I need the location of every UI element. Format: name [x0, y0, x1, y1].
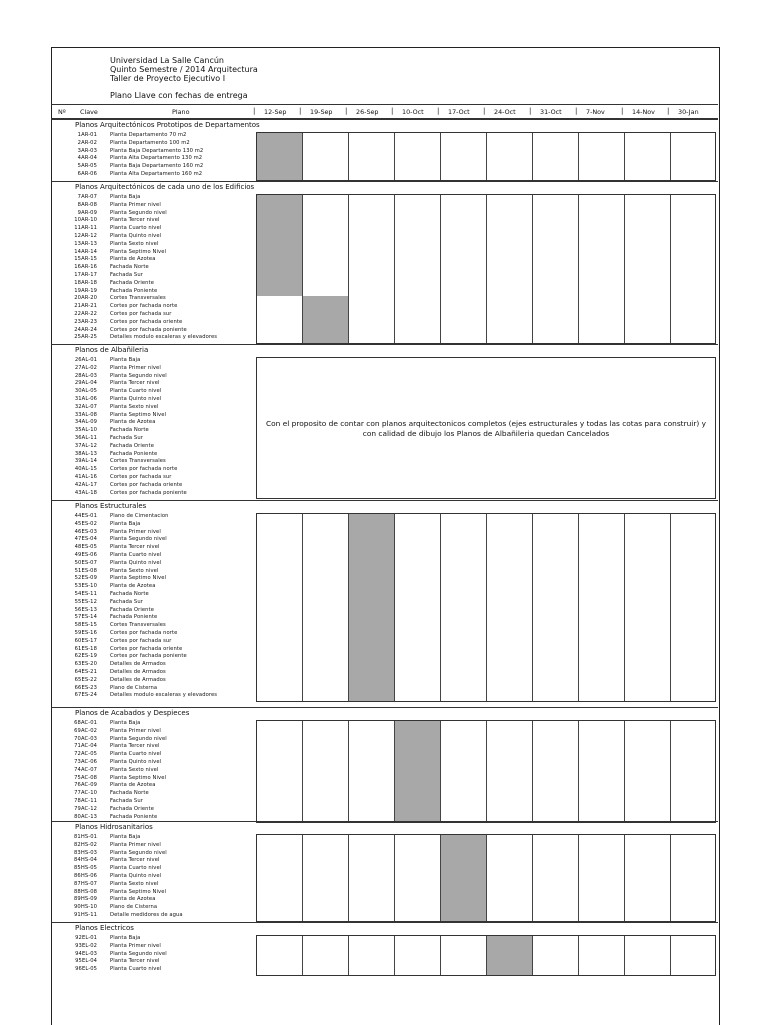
plan-name: Planta de Azotea: [110, 419, 156, 426]
plan-code: 35AL-10: [74, 427, 97, 434]
section-divider: [51, 344, 718, 345]
plan-code: 63ES-20: [74, 661, 97, 668]
plan-code: 82HS-02: [74, 841, 97, 848]
plan-name: Fachada Norte: [110, 591, 149, 597]
plan-code: 24AR-24: [74, 326, 97, 333]
plan-code: 52ES-09: [74, 575, 97, 582]
plan-name: Planta de Azotea: [110, 782, 156, 789]
plan-code: 93EL-02: [75, 942, 97, 949]
column-header-date: 10-Oct: [402, 108, 424, 116]
date-grid: [256, 935, 716, 976]
plan-name: Cortes Transversales: [110, 295, 166, 302]
plan-name: Planta Departamento 100 m2: [110, 139, 190, 146]
plan-code: 87HS-07: [74, 880, 97, 887]
plan-name: Planta Septimo Nivel: [110, 888, 167, 895]
plan-code: 45ES-02: [74, 520, 97, 527]
plan-name: Cortes por fachada oriente: [110, 481, 183, 488]
plan-name: Detalles modulo escaleras y elevadores: [110, 334, 218, 341]
plan-code: 55ES-12: [74, 598, 97, 605]
grid-column-line: [440, 133, 441, 180]
plan-code: 22AR-22: [74, 311, 97, 317]
plan-name: Fachada Norte: [110, 790, 149, 797]
column-header-date: 31-Oct: [540, 108, 562, 116]
plan-name: Planta Septimo Nivel: [110, 248, 167, 255]
grid-column-line: [624, 195, 625, 343]
plan-name: Planta Quinto nivel: [110, 396, 162, 402]
plan-code: 6AR-06: [77, 171, 97, 177]
grid-column-line: [578, 936, 579, 975]
plan-name: Cortes por fachada norte: [110, 466, 178, 473]
plan-code: 85HS-05: [74, 865, 97, 872]
grid-column-line: [532, 936, 533, 975]
grid-column-line: [578, 514, 579, 701]
plan-code: 34AL-09: [74, 419, 97, 426]
header-divider-bottom: [51, 118, 718, 119]
grid-column-line: [532, 835, 533, 921]
column-header-clave: Clave: [80, 108, 98, 116]
grid-column-line: [670, 514, 671, 701]
plan-code: 23AR-23: [74, 318, 97, 325]
plan-code: 73AC-06: [74, 759, 97, 765]
section-title: Planos Electricos: [75, 924, 134, 932]
plan-name: Planta de Azotea: [110, 583, 156, 590]
plan-code: 41AL-16: [74, 474, 97, 480]
plan-name: Planta Segundo nivel: [110, 209, 167, 216]
plan-code: 39AL-14: [74, 458, 97, 465]
plan-code: 68AC-01: [74, 720, 97, 726]
grid-column-line: [486, 835, 487, 921]
plan-name: Planta Baja: [110, 935, 141, 941]
plan-code: 53ES-10: [74, 583, 97, 590]
plan-name: Planta Quinto nivel: [110, 759, 162, 765]
plan-code: 78AC-11: [74, 798, 97, 804]
plan-name: Planta Baja Departamento 130 m2: [110, 147, 204, 154]
plan-code: 3AR-03: [77, 147, 97, 154]
plan-code: 49ES-06: [74, 552, 97, 558]
section-title: Planos de Albañileria: [75, 346, 149, 354]
grid-column-line: [578, 835, 579, 921]
plan-code: 42AL-17: [74, 481, 97, 488]
plan-code: 9AR-09: [77, 209, 97, 216]
plan-code: 20AR-20: [74, 295, 97, 302]
plan-code: 33AL-08: [74, 411, 97, 418]
section-divider: [51, 922, 718, 923]
grid-column-line: [532, 195, 533, 343]
grid-column-line: [670, 195, 671, 343]
column-separator: |: [483, 107, 486, 115]
plan-name: Planta Quinto nivel: [110, 559, 162, 566]
plan-code: 67ES-24: [74, 692, 97, 699]
plan-name: Detalles de Armados: [110, 661, 166, 668]
section-divider: [51, 119, 718, 120]
plan-name: Fachada Poniente: [110, 614, 158, 621]
plan-name: Fachada Oriente: [110, 442, 154, 449]
grid-column-line: [394, 936, 395, 975]
plan-code: 1AR-01: [77, 132, 97, 138]
plan-name: Planta Tercer nivel: [110, 958, 160, 965]
plan-name: Fachada Poniente: [110, 450, 158, 457]
plan-name: Planta Segundo nivel: [110, 950, 167, 957]
column-header-date: 7-Nov: [586, 108, 605, 116]
plan-code: 86HS-06: [74, 873, 97, 879]
delivery-shade: [303, 296, 348, 343]
grid-column-line: [578, 721, 579, 822]
column-separator: |: [575, 107, 578, 115]
plan-code: 10AR-10: [74, 217, 97, 224]
column-separator: |: [391, 107, 394, 115]
plan-code: 36AL-11: [74, 435, 97, 441]
plan-code: 18AR-18: [74, 279, 97, 286]
plan-code: 5AR-05: [77, 163, 97, 170]
plan-code: 16AR-16: [74, 264, 97, 271]
grid-column-line: [348, 936, 349, 975]
plan-code: 4AR-04: [77, 155, 97, 162]
plan-name: Planta de Azotea: [110, 256, 156, 263]
plan-name: Cortes por fachada poniente: [110, 653, 187, 660]
plan-code: 76AC-09: [74, 782, 97, 789]
plan-code: 7AR-07: [77, 194, 97, 200]
grid-column-line: [670, 936, 671, 975]
plan-name: Planta Cuarto nivel: [110, 225, 162, 232]
plan-name: Planta Cuarto nivel: [110, 966, 162, 973]
grid-column-line: [624, 721, 625, 822]
plan-name: Plano de Cimentacion: [110, 513, 169, 519]
plan-name: Planta Septimo Nivel: [110, 411, 167, 418]
plan-code: 19AR-19: [74, 287, 97, 294]
plan-code: 60ES-17: [74, 637, 97, 644]
plan-code: 11AR-11: [74, 225, 97, 232]
plan-name: Fachada Norte: [110, 427, 149, 434]
plan-name: Fachada Oriente: [110, 805, 154, 812]
plan-code: 28AL-03: [74, 372, 97, 379]
plan-code: 14AR-14: [74, 248, 97, 255]
delivery-shade: [441, 835, 486, 921]
plan-name: Cortes por fachada sur: [110, 311, 172, 317]
plan-code: 91HS-11: [74, 912, 97, 918]
grid-column-line: [532, 721, 533, 822]
plan-name: Planta Tercer nivel: [110, 857, 160, 864]
plan-name: Planta Segundo nivel: [110, 536, 167, 543]
plan-code: 71AC-04: [74, 743, 97, 750]
plan-code: 17AR-17: [74, 272, 97, 278]
plan-name: Planta Tercer nivel: [110, 380, 160, 387]
plan-code: 56ES-13: [74, 606, 97, 613]
plan-name: Planta Cuarto nivel: [110, 388, 162, 395]
grid-column-line: [348, 721, 349, 822]
column-separator: |: [667, 107, 670, 115]
plan-name: Cortes por fachada oriente: [110, 318, 183, 325]
section-title: Planos de Acabados y Despieces: [75, 709, 190, 717]
delivery-shade: [349, 514, 394, 701]
plan-name: Planta Quinto nivel: [110, 873, 162, 879]
plan-code: 27AL-02: [74, 364, 97, 371]
grid-column-line: [486, 514, 487, 701]
plan-name: Fachada Sur: [110, 272, 143, 278]
plan-name: Planta Cuarto nivel: [110, 865, 162, 872]
plan-name: Cortes por fachada sur: [110, 474, 172, 480]
plan-code: 48ES-05: [74, 544, 97, 551]
column-separator: |: [437, 107, 440, 115]
plan-name: Fachada Norte: [110, 264, 149, 271]
section-title: Planos Arquitectónicos de cada uno de los Edificios: [75, 183, 255, 191]
plan-name: Fachada Oriente: [110, 279, 154, 286]
grid-column-line: [394, 514, 395, 701]
plan-code: 40AL-15: [74, 466, 97, 473]
plan-name: Planta Tercer nivel: [110, 743, 160, 750]
plan-code: 43AL-18: [74, 489, 97, 496]
plan-name: Planta Baja: [110, 194, 141, 200]
plan-code: 74AC-07: [74, 766, 97, 773]
plan-name: Detalles de Armados: [110, 669, 166, 675]
grid-column-line: [302, 835, 303, 921]
plan-name: Planta Alta Departamento 160 m2: [110, 171, 203, 177]
column-header-date: 14-Nov: [632, 108, 655, 116]
plan-name: Planta Cuarto nivel: [110, 552, 162, 558]
plan-name: Planta Baja: [110, 357, 141, 363]
plan-name: Planta Baja: [110, 834, 141, 840]
plan-code: 38AL-13: [74, 450, 97, 457]
grid-column-line: [394, 835, 395, 921]
grid-column-line: [302, 936, 303, 975]
plan-name: Planta Sexto nivel: [110, 567, 159, 574]
plan-code: 94EL-03: [75, 950, 97, 957]
plan-code: 75AC-08: [74, 774, 97, 781]
section-divider: [51, 181, 718, 182]
plan-code: 54ES-11: [74, 591, 97, 597]
plan-name: Detalle medidores de agua: [110, 912, 183, 918]
plan-code: 77AC-10: [74, 790, 97, 797]
date-grid: [256, 194, 716, 344]
plan-name: Planta Cuarto nivel: [110, 751, 162, 758]
semester-line: Quinto Semestre / 2014 Arquitectura: [110, 65, 258, 74]
grid-column-line: [578, 133, 579, 180]
grid-column-line: [624, 936, 625, 975]
plan-name: Fachada Oriente: [110, 606, 154, 613]
grid-column-line: [302, 514, 303, 701]
grid-column-line: [440, 936, 441, 975]
plan-code: 88HS-08: [74, 888, 97, 895]
plan-name: Planta Sexto nivel: [110, 880, 159, 887]
plan-name: Planta Primer nivel: [110, 364, 161, 371]
plan-name: Detalles de Armados: [110, 676, 166, 683]
plan-code: 15AR-15: [74, 256, 97, 263]
plan-code: 96EL-05: [75, 966, 97, 973]
plan-name: Planta Baja: [110, 520, 141, 527]
plan-name: Planta Alta Departamento 130 m2: [110, 155, 203, 162]
plan-name: Planta Baja: [110, 720, 141, 726]
grid-column-line: [394, 195, 395, 343]
grid-column-line: [302, 133, 303, 180]
delivery-shade: [395, 721, 440, 822]
plan-code: 47ES-04: [74, 536, 97, 543]
plan-code: 44ES-01: [74, 513, 97, 519]
plan-code: 32AL-07: [74, 403, 97, 410]
plan-code: 62ES-19: [74, 653, 97, 660]
plan-name: Planta de Azotea: [110, 896, 156, 903]
plan-code: 57ES-14: [74, 614, 97, 621]
plan-name: Planta Departamento 70 m2: [110, 132, 187, 138]
plan-code: 61ES-18: [74, 645, 97, 652]
plan-code: 89HS-09: [74, 896, 97, 903]
grid-column-line: [624, 514, 625, 701]
plan-code: 37AL-12: [74, 442, 97, 449]
plan-code: 29AL-04: [74, 380, 97, 387]
plan-code: 12AR-12: [74, 233, 97, 239]
plan-code: 64ES-21: [74, 669, 97, 675]
plan-name: Detalles modulo escaleras y elevadores: [110, 692, 218, 699]
plan-name: Fachada Poniente: [110, 813, 158, 820]
section-title: Planos Arquitectónicos Prototipos de Departamentos: [75, 121, 260, 129]
plan-name: Fachada Sur: [110, 435, 143, 441]
grid-column-line: [348, 835, 349, 921]
plan-code: 72AC-05: [74, 751, 97, 758]
section-title: Planos Hidrosanitarios: [75, 823, 153, 831]
plan-name: Cortes por fachada sur: [110, 637, 172, 644]
grid-column-line: [348, 195, 349, 343]
plan-code: 70AC-03: [74, 735, 97, 742]
column-header-num: Nº: [58, 108, 66, 116]
plan-code: 59ES-16: [74, 630, 97, 636]
plan-name: Planta Sexto nivel: [110, 240, 159, 247]
plan-code: 21AR-21: [74, 303, 97, 310]
university-name: Universidad La Salle Cancún: [110, 56, 224, 65]
plan-name: Planta Segundo nivel: [110, 735, 167, 742]
plan-name: Planta Segundo nivel: [110, 372, 167, 379]
plan-name: Planta Segundo nivel: [110, 849, 167, 856]
grid-column-line: [670, 721, 671, 822]
plan-name: Planta Tercer nivel: [110, 544, 160, 551]
grid-column-line: [486, 721, 487, 822]
grid-column-line: [532, 514, 533, 701]
column-header-plano: Plano: [172, 108, 190, 116]
plan-name: Planta Primer nivel: [110, 201, 161, 208]
date-grid: [256, 513, 716, 702]
plan-name: Planta Primer nivel: [110, 942, 161, 949]
date-grid: [256, 132, 716, 181]
date-grid: [256, 720, 716, 823]
plan-code: 79AC-12: [74, 805, 97, 812]
grid-column-line: [486, 133, 487, 180]
cancellation-note: Con el proposito de contar con planos arquitectonicos completos (ejes estructurales y todas las cotas para construir) y con calidad de dibujo los Planos de Albañileria quedan Cancelados: [265, 419, 706, 438]
column-separator: |: [345, 107, 348, 115]
column-separator: |: [299, 107, 302, 115]
plan-code: 65ES-22: [74, 676, 97, 683]
column-header-date: 17-Oct: [448, 108, 470, 116]
column-header-date: 19-Sep: [310, 108, 333, 116]
plan-name: Cortes Transversales: [110, 458, 166, 465]
column-header-date: 12-Sep: [264, 108, 287, 116]
plan-name: Planta Septimo Nivel: [110, 575, 167, 582]
delivery-shade: [257, 195, 302, 296]
document-title: Plano Llave con fechas de entrega: [110, 91, 248, 100]
plan-code: 81HS-01: [74, 834, 97, 840]
plan-code: 58ES-15: [74, 622, 97, 629]
plan-code: 66ES-23: [74, 684, 97, 691]
plan-code: 31AL-06: [74, 396, 97, 402]
plan-code: 13AR-13: [74, 240, 97, 247]
section-divider: [51, 500, 718, 501]
grid-column-line: [624, 835, 625, 921]
plan-name: Cortes por fachada norte: [110, 303, 178, 310]
grid-column-line: [348, 133, 349, 180]
plan-code: 25AR-25: [74, 334, 97, 341]
plan-name: Planta Tercer nivel: [110, 217, 160, 224]
grid-column-line: [670, 835, 671, 921]
grid-column-line: [302, 721, 303, 822]
plan-name: Cortes por fachada norte: [110, 630, 178, 636]
plan-code: 84HS-04: [74, 857, 97, 864]
plan-code: 80AC-13: [74, 813, 97, 820]
grid-column-line: [578, 195, 579, 343]
plan-name: Cortes por fachada oriente: [110, 645, 183, 652]
plan-code: 30AL-05: [74, 388, 97, 395]
course-name: Taller de Proyecto Ejecutivo I: [110, 74, 226, 83]
plan-name: Cortes por fachada poniente: [110, 326, 187, 333]
column-separator: |: [621, 107, 624, 115]
grid-column-line: [532, 133, 533, 180]
column-separator: |: [253, 107, 256, 115]
plan-name: Planta Primer nivel: [110, 528, 161, 535]
plan-name: Fachada Sur: [110, 798, 143, 804]
plan-name: Planta Quinto nivel: [110, 233, 162, 239]
plan-code: 51ES-08: [74, 567, 97, 574]
column-header-date: 30-Jan: [678, 108, 699, 116]
grid-column-line: [440, 721, 441, 822]
column-separator: |: [529, 107, 532, 115]
plan-code: 50ES-07: [74, 559, 97, 566]
plan-name: Planta Baja Departamento 160 m2: [110, 163, 204, 170]
section-divider: [51, 707, 718, 708]
column-header-date: 26-Sep: [356, 108, 379, 116]
grid-column-line: [440, 514, 441, 701]
grid-column-line: [670, 133, 671, 180]
plan-name: Fachada Sur: [110, 598, 143, 605]
delivery-shade: [257, 133, 302, 180]
plan-code: 92EL-01: [75, 935, 97, 941]
plan-name: Cortes Transversales: [110, 622, 166, 629]
plan-code: 2AR-02: [77, 139, 97, 146]
plan-code: 95EL-04: [75, 958, 97, 965]
plan-code: 26AL-01: [74, 357, 97, 363]
plan-name: Fachada Poniente: [110, 287, 158, 294]
plan-name: Planta Septimo Nivel: [110, 774, 167, 781]
plan-name: Planta Sexto nivel: [110, 403, 159, 410]
plan-code: 8AR-08: [77, 201, 97, 208]
date-grid: [256, 834, 716, 922]
grid-column-line: [486, 195, 487, 343]
plan-code: 46ES-03: [74, 528, 97, 535]
plan-name: Planta Primer nivel: [110, 727, 161, 734]
plan-name: Plano de Cisterna: [110, 904, 158, 911]
grid-column-line: [440, 195, 441, 343]
plan-code: 83HS-03: [74, 849, 97, 856]
plan-name: Planta Primer nivel: [110, 841, 161, 848]
column-header-date: 24-Oct: [494, 108, 516, 116]
delivery-shade: [487, 936, 532, 975]
grid-column-line: [624, 133, 625, 180]
grid-column-line: [394, 133, 395, 180]
section-divider: [51, 821, 718, 822]
plan-code: 69AC-02: [74, 727, 97, 734]
plan-name: Plano de Cisterna: [110, 684, 158, 691]
header-divider-top: [51, 104, 718, 105]
plan-code: 90HS-10: [74, 904, 97, 911]
plan-name: Cortes por fachada poniente: [110, 489, 187, 496]
plan-name: Planta Sexto nivel: [110, 766, 159, 773]
section-title: Planos Estructurales: [75, 502, 147, 510]
